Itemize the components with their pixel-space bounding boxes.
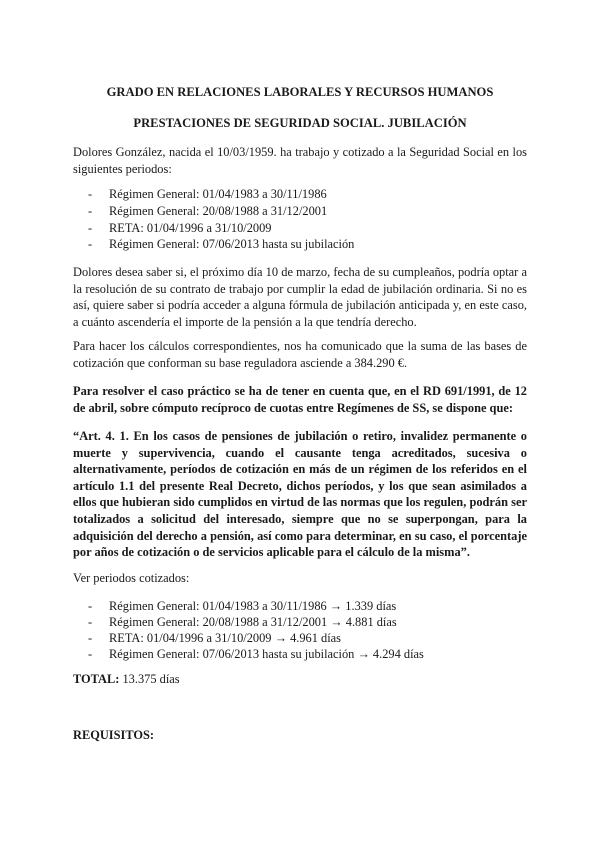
list-bullet: - (88, 599, 93, 613)
data-paragraph: Para hacer los cálculos correspondientes, nos ha comunicado que la suma de las bases de cotización que conforman su base reguladora asciende a 384.290 €. (73, 339, 527, 370)
document-subtitle: PRESTACIONES DE SEGURIDAD SOCIAL. JUBILACIÓN (133, 116, 467, 130)
list-bullet: - (88, 237, 93, 251)
legal-quote: “Art. 4. 1. En los casos de pensiones de jubilación o retiro, invalidez permanente o muerte y supervivencia, cuando el causante tenga acreditados, sucesiva o alternativamente, períodos de cotización en más de un régimen de los referidos en el artículo 1.1 del presente Real Decreto, dichos períodos, y los que sean asimilados a ellos que hubieran sido cumplidos en virtud de las normas que los regulen, podrán ser totalizados a solicitud del interesado, siempre que no se superpongan, para la adquisición del derecho a pensión, así como para determinar, en su caso, el porcentaje por años de cotización o de servicios aplicable para el cálculo de la misma”. (73, 429, 527, 560)
list-bullet: - (88, 615, 93, 629)
legal-intro-paragraph: Para resolver el caso práctico se ha de tener en cuenta que, en el RD 691/1991, de 12 de abril, sobre cómputo recíproco de cuotas entre Regímenes de SS, se dispone que: (73, 384, 527, 415)
list-item: Régimen General: 20/08/1988 a 31/12/2001 → 4.881 días (109, 615, 397, 629)
question-paragraph: Dolores desea saber si, el próximo día 10 de marzo, fecha de su cumpleaños, podría optar a la resolución de su contrato de trabajo por cumplir la edad de jubilación ordinaria. Si no es así, quiere saber si podría acceder a alguna fórmula de jubilación anticipada y, en este caso, a cuánto ascendería el importe de la pensión a la que tendría derecho. (73, 265, 527, 329)
list-item: RETA: 01/04/1996 a 31/10/2009 (109, 221, 272, 235)
list-bullet: - (88, 631, 93, 645)
list-item: Régimen General: 07/06/2013 hasta su jubilación (109, 237, 355, 251)
document-title: GRADO EN RELACIONES LABORALES Y RECURSOS HUMANOS (106, 85, 494, 99)
total-label: TOTAL: (73, 672, 120, 686)
list-item: Régimen General: 01/04/1983 a 30/11/1986 (109, 187, 327, 201)
total-value: 13.375 días (119, 672, 180, 686)
list-item: Régimen General: 01/04/1983 a 30/11/1986 → 1.339 días (109, 599, 397, 613)
list-bullet: - (88, 647, 93, 661)
total-line (73, 671, 180, 687)
list-bullet: - (88, 204, 93, 218)
list-item: Régimen General: 20/08/1988 a 31/12/2001 (109, 204, 328, 218)
requisitos-heading: REQUISITOS: (73, 728, 155, 742)
list-bullet: - (88, 221, 93, 235)
intro-paragraph: Dolores González, nacida el 10/03/1959. ha trabajo y cotizado a la Seguridad Social en los siguientes periodos: (73, 145, 527, 176)
periods-heading: Ver periodos cotizados: (73, 571, 190, 585)
list-item: Régimen General: 07/06/2013 hasta su jubilación → 4.294 días (109, 647, 424, 661)
list-item: RETA: 01/04/1996 a 31/10/2009 → 4.961 días (109, 631, 342, 645)
list-bullet: - (88, 187, 93, 201)
